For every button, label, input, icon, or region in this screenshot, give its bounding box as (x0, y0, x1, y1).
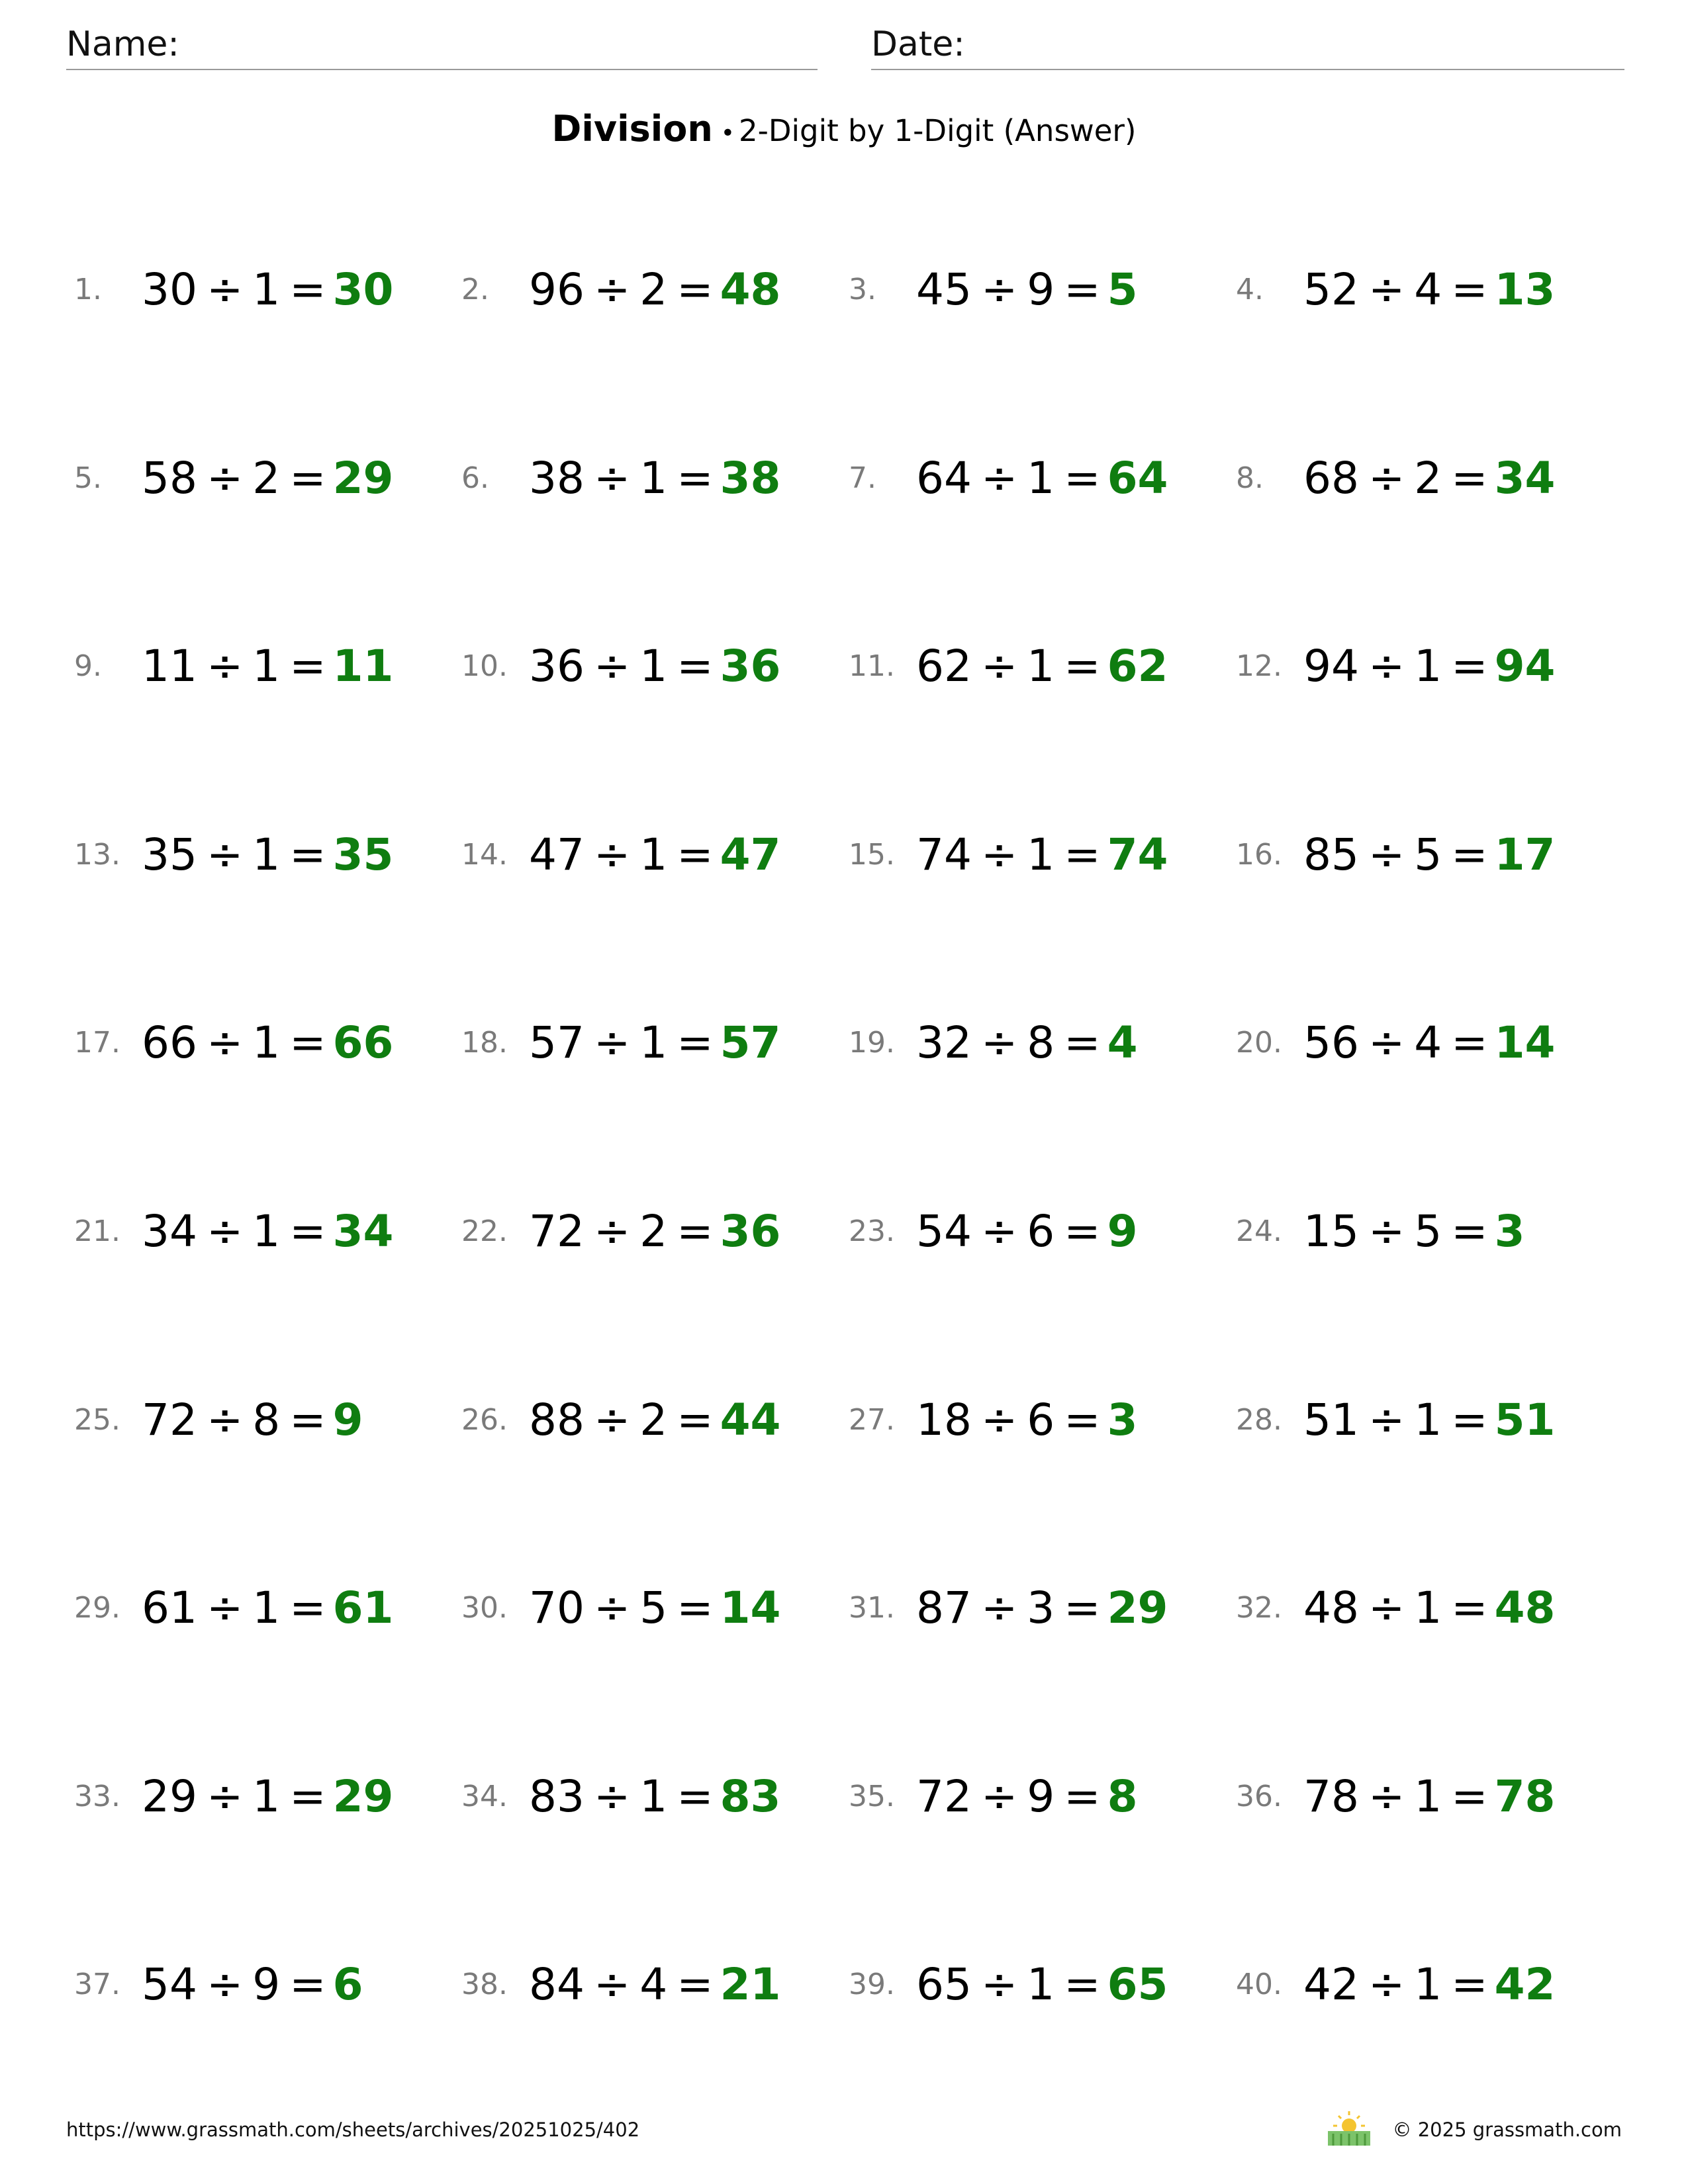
divide-sign: ÷ (1368, 1206, 1405, 1257)
equals-sign: = (677, 829, 714, 880)
problem-expression (529, 633, 780, 700)
equals-sign: = (677, 641, 714, 692)
divide-sign: ÷ (206, 829, 244, 880)
answer: 66 (332, 1017, 394, 1068)
divide-sign: ÷ (206, 1959, 244, 2010)
equals-sign: = (1451, 641, 1488, 692)
equals-sign: = (1064, 641, 1101, 692)
problem-number: 21. (74, 1214, 120, 1248)
problem-number: 1. (74, 273, 102, 306)
dividend: 47 (529, 829, 585, 880)
equals-sign: = (1064, 1206, 1101, 1257)
answer: 94 (1494, 641, 1556, 692)
divide-sign: ÷ (593, 264, 631, 315)
divisor: 9 (252, 1959, 281, 2010)
answer: 36 (720, 1206, 781, 1257)
answer: 5 (1107, 264, 1138, 315)
dividend: 32 (916, 1017, 972, 1068)
divide-sign: ÷ (980, 453, 1018, 504)
divide-sign: ÷ (206, 1206, 244, 1257)
divisor: 1 (639, 453, 668, 504)
equals-sign: = (289, 264, 326, 315)
divisor: 1 (639, 1017, 668, 1068)
divide-sign: ÷ (593, 1394, 631, 1445)
dividend: 74 (916, 829, 972, 880)
dividend: 70 (529, 1582, 585, 1633)
answer: 21 (720, 1959, 781, 2010)
divisor: 8 (1027, 1017, 1055, 1068)
dividend: 68 (1303, 453, 1359, 504)
dividend: 18 (916, 1394, 972, 1445)
dividend: 88 (529, 1394, 585, 1445)
divisor: 2 (639, 1394, 668, 1445)
answer: 74 (1107, 829, 1168, 880)
problem-number: 37. (74, 1968, 120, 2001)
divisor: 1 (1027, 829, 1055, 880)
divide-sign: ÷ (206, 641, 244, 692)
equals-sign: = (677, 1771, 714, 1822)
divisor: 8 (252, 1394, 281, 1445)
answer: 29 (332, 453, 394, 504)
name-label: Name: (66, 24, 179, 64)
dividend: 57 (529, 1017, 585, 1068)
problem-expression (1303, 445, 1555, 512)
date-label: Date: (871, 24, 965, 64)
answer: 14 (1494, 1017, 1556, 1068)
problem-expression (529, 1387, 780, 1453)
problem-number: 28. (1236, 1403, 1282, 1437)
problem-expression (142, 1010, 393, 1076)
answer: 62 (1107, 641, 1168, 692)
problem-number: 12. (1236, 649, 1282, 683)
problem-number: 2. (461, 273, 489, 306)
problem-expression (142, 1575, 393, 1641)
divide-sign: ÷ (1368, 264, 1405, 315)
problem-expression (1303, 1952, 1555, 2018)
problem-expression (916, 1010, 1138, 1076)
problem-expression (142, 1199, 393, 1265)
dividend: 64 (916, 453, 972, 504)
problem-number: 31. (849, 1591, 895, 1625)
divisor: 3 (1027, 1582, 1055, 1633)
divisor: 1 (252, 1206, 281, 1257)
dividend: 30 (142, 264, 197, 315)
answer: 14 (720, 1582, 781, 1633)
problem-expression (529, 1764, 780, 1830)
problem-expression (529, 1575, 780, 1641)
divide-sign: ÷ (980, 641, 1018, 692)
equals-sign: = (677, 264, 714, 315)
divisor: 1 (1414, 1582, 1442, 1633)
problem-expression (529, 1010, 780, 1076)
divide-sign: ÷ (1368, 1394, 1405, 1445)
divisor: 2 (639, 1206, 668, 1257)
equals-sign: = (289, 1394, 326, 1445)
problem-number: 5. (74, 461, 102, 495)
equals-sign: = (1451, 453, 1488, 504)
problem-number: 6. (461, 461, 489, 495)
answer: 3 (1494, 1206, 1525, 1257)
equals-sign: = (1451, 1017, 1488, 1068)
equals-sign: = (1064, 1582, 1101, 1633)
problem-expression (529, 1952, 780, 2018)
dividend: 65 (916, 1959, 972, 2010)
equals-sign: = (677, 1394, 714, 1445)
answer: 57 (720, 1017, 781, 1068)
divisor: 1 (252, 829, 281, 880)
problem-expression (1303, 1387, 1555, 1453)
problem-number: 40. (1236, 1968, 1282, 2001)
divide-sign: ÷ (980, 1206, 1018, 1257)
equals-sign: = (1451, 1771, 1488, 1822)
dividend: 51 (1303, 1394, 1359, 1445)
problem-expression (1303, 822, 1555, 888)
dividend: 62 (916, 641, 972, 692)
equals-sign: = (1064, 1394, 1101, 1445)
problem-expression (916, 1764, 1138, 1830)
problem-expression (142, 445, 393, 512)
equals-sign: = (677, 453, 714, 504)
problem-expression (916, 1199, 1138, 1265)
divide-sign: ÷ (593, 1771, 631, 1822)
dividend: 45 (916, 264, 972, 315)
problem-number: 39. (849, 1968, 895, 2001)
equals-sign: = (1451, 1394, 1488, 1445)
dividend: 94 (1303, 641, 1359, 692)
problem-expression (1303, 633, 1555, 700)
answer: 61 (332, 1582, 394, 1633)
answer: 34 (332, 1206, 394, 1257)
divide-sign: ÷ (980, 1017, 1018, 1068)
equals-sign: = (289, 453, 326, 504)
dividend: 38 (529, 453, 585, 504)
answer: 29 (1107, 1582, 1168, 1633)
dividend: 42 (1303, 1959, 1359, 2010)
problem-number: 10. (461, 649, 508, 683)
dividend: 87 (916, 1582, 972, 1633)
problem-number: 23. (849, 1214, 895, 1248)
grass-sun-logo-icon (1325, 2110, 1373, 2147)
equals-sign: = (1064, 453, 1101, 504)
equals-sign: = (677, 1017, 714, 1068)
answer: 42 (1494, 1959, 1556, 2010)
problem-expression (916, 822, 1168, 888)
problem-number: 34. (461, 1780, 508, 1813)
problem-number: 22. (461, 1214, 508, 1248)
problem-expression (916, 1952, 1168, 2018)
divide-sign: ÷ (206, 1394, 244, 1445)
answer: 11 (332, 641, 394, 692)
equals-sign: = (289, 641, 326, 692)
answer: 35 (332, 829, 394, 880)
answer: 9 (332, 1394, 363, 1445)
divisor: 9 (1027, 264, 1055, 315)
problem-number: 18. (461, 1026, 508, 1060)
problem-number: 14. (461, 838, 508, 872)
problem-expression (1303, 257, 1555, 323)
dividend: 15 (1303, 1206, 1359, 1257)
divide-sign: ÷ (593, 829, 631, 880)
divide-sign: ÷ (980, 1959, 1018, 2010)
problem-expression (529, 445, 780, 512)
answer: 48 (1494, 1582, 1556, 1633)
problem-expression (916, 1387, 1138, 1453)
answer: 44 (720, 1394, 781, 1445)
problem-expression (916, 633, 1168, 700)
equals-sign: = (677, 1582, 714, 1633)
equals-sign: = (289, 829, 326, 880)
divisor: 1 (1027, 641, 1055, 692)
answer: 48 (720, 264, 781, 315)
divisor: 1 (639, 829, 668, 880)
name-field[interactable] (66, 20, 818, 70)
divisor: 5 (1414, 1206, 1442, 1257)
equals-sign: = (1451, 264, 1488, 315)
divisor: 4 (1414, 1017, 1442, 1068)
dividend: 52 (1303, 264, 1359, 315)
problem-expression (916, 445, 1168, 512)
answer: 38 (720, 453, 781, 504)
dividend: 48 (1303, 1582, 1359, 1633)
dividend: 61 (142, 1582, 197, 1633)
dividend: 34 (142, 1206, 197, 1257)
divide-sign: ÷ (593, 641, 631, 692)
footer-url[interactable]: https://www.grassmath.com/sheets/archives/20251025/402 (66, 2118, 640, 2141)
divisor: 1 (252, 1017, 281, 1068)
problem-expression (142, 633, 393, 700)
problem-expression (529, 257, 780, 323)
divide-sign: ÷ (593, 1959, 631, 2010)
dividend: 83 (529, 1771, 585, 1822)
dividend: 96 (529, 264, 585, 315)
problem-number: 4. (1236, 273, 1264, 306)
equals-sign: = (1064, 1771, 1101, 1822)
divisor: 2 (1414, 453, 1442, 504)
dividend: 85 (1303, 829, 1359, 880)
divide-sign: ÷ (1368, 1017, 1405, 1068)
divide-sign: ÷ (980, 1771, 1018, 1822)
problem-number: 29. (74, 1591, 120, 1625)
problem-number: 9. (74, 649, 102, 683)
divisor: 9 (1027, 1771, 1055, 1822)
divisor: 5 (1414, 829, 1442, 880)
divide-sign: ÷ (1368, 829, 1405, 880)
answer: 30 (332, 264, 394, 315)
problem-number: 35. (849, 1780, 895, 1813)
divide-sign: ÷ (206, 453, 244, 504)
equals-sign: = (1451, 829, 1488, 880)
problem-expression (142, 257, 393, 323)
divide-sign: ÷ (206, 1017, 244, 1068)
divide-sign: ÷ (980, 1394, 1018, 1445)
divisor: 6 (1027, 1394, 1055, 1445)
problem-number: 17. (74, 1026, 120, 1060)
problem-number: 26. (461, 1403, 508, 1437)
equals-sign: = (1064, 829, 1101, 880)
dividend: 54 (142, 1959, 197, 2010)
divide-sign: ÷ (1368, 1582, 1405, 1633)
divisor: 1 (252, 1582, 281, 1633)
problem-number: 25. (74, 1403, 120, 1437)
equals-sign: = (1064, 1017, 1101, 1068)
divide-sign: ÷ (980, 1582, 1018, 1633)
title-bullet: • (720, 120, 735, 147)
problem-number: 20. (1236, 1026, 1282, 1060)
equals-sign: = (677, 1959, 714, 2010)
divisor: 2 (252, 453, 281, 504)
divisor: 1 (1414, 1771, 1442, 1822)
problem-expression (529, 822, 780, 888)
problem-expression (529, 1199, 780, 1265)
divisor: 1 (639, 1771, 668, 1822)
problem-number: 16. (1236, 838, 1282, 872)
equals-sign: = (1451, 1959, 1488, 2010)
problem-expression (1303, 1575, 1555, 1641)
footer-copyright: © 2025 grassmath.com (1392, 2118, 1622, 2141)
problem-expression (1303, 1764, 1555, 1830)
problem-expression (142, 822, 393, 888)
divide-sign: ÷ (206, 1771, 244, 1822)
equals-sign: = (677, 1206, 714, 1257)
problem-expression (1303, 1199, 1525, 1265)
answer: 3 (1107, 1394, 1138, 1445)
dividend: 54 (916, 1206, 972, 1257)
dividend: 58 (142, 453, 197, 504)
equals-sign: = (289, 1959, 326, 2010)
divisor: 6 (1027, 1206, 1055, 1257)
problem-number: 7. (849, 461, 876, 495)
dividend: 35 (142, 829, 197, 880)
divisor: 1 (1414, 1394, 1442, 1445)
divisor: 1 (252, 264, 281, 315)
problem-expression (916, 257, 1138, 323)
divisor: 1 (639, 641, 668, 692)
answer: 78 (1494, 1771, 1556, 1822)
problem-number: 11. (849, 649, 895, 683)
divide-sign: ÷ (1368, 453, 1405, 504)
problem-number: 38. (461, 1968, 508, 2001)
problem-number: 24. (1236, 1214, 1282, 1248)
divisor: 5 (639, 1582, 668, 1633)
answer: 51 (1494, 1394, 1556, 1445)
divisor: 4 (639, 1959, 668, 2010)
problem-expression (142, 1764, 393, 1830)
divide-sign: ÷ (593, 1206, 631, 1257)
divisor: 1 (1027, 453, 1055, 504)
dividend: 84 (529, 1959, 585, 2010)
equals-sign: = (1451, 1582, 1488, 1633)
equals-sign: = (1064, 1959, 1101, 2010)
answer: 47 (720, 829, 781, 880)
dividend: 78 (1303, 1771, 1359, 1822)
equals-sign: = (289, 1017, 326, 1068)
divisor: 1 (1414, 641, 1442, 692)
answer: 65 (1107, 1959, 1168, 2010)
dividend: 66 (142, 1017, 197, 1068)
equals-sign: = (289, 1771, 326, 1822)
dividend: 11 (142, 641, 197, 692)
dividend: 72 (142, 1394, 197, 1445)
problem-number: 32. (1236, 1591, 1282, 1625)
problem-number: 27. (849, 1403, 895, 1437)
dividend: 72 (529, 1206, 585, 1257)
problem-expression (1303, 1010, 1555, 1076)
divide-sign: ÷ (1368, 1771, 1405, 1822)
divide-sign: ÷ (593, 453, 631, 504)
problem-number: 36. (1236, 1780, 1282, 1813)
divide-sign: ÷ (1368, 641, 1405, 692)
dividend: 36 (529, 641, 585, 692)
problem-number: 33. (74, 1780, 120, 1813)
page-title (0, 106, 1688, 161)
problem-number: 15. (849, 838, 895, 872)
answer: 4 (1107, 1017, 1138, 1068)
dividend: 72 (916, 1771, 972, 1822)
answer: 36 (720, 641, 781, 692)
answer: 6 (332, 1959, 363, 2010)
problem-expression (142, 1952, 363, 2018)
divide-sign: ÷ (206, 264, 244, 315)
equals-sign: = (1064, 264, 1101, 315)
problem-expression (916, 1575, 1168, 1641)
dividend: 56 (1303, 1017, 1359, 1068)
divide-sign: ÷ (980, 829, 1018, 880)
divide-sign: ÷ (593, 1582, 631, 1633)
divide-sign: ÷ (593, 1017, 631, 1068)
problem-number: 3. (849, 273, 876, 306)
equals-sign: = (289, 1206, 326, 1257)
title-subtitle: 2-Digit by 1-Digit (Answer) (739, 113, 1137, 148)
divide-sign: ÷ (980, 264, 1018, 315)
answer: 17 (1494, 829, 1556, 880)
divide-sign: ÷ (1368, 1959, 1405, 2010)
answer: 64 (1107, 453, 1168, 504)
divisor: 4 (1414, 264, 1442, 315)
title-main: Division (551, 108, 713, 150)
date-field[interactable] (871, 20, 1624, 70)
problem-number: 13. (74, 838, 120, 872)
divisor: 2 (639, 264, 668, 315)
answer: 13 (1494, 264, 1556, 315)
problem-number: 8. (1236, 461, 1264, 495)
divisor: 1 (252, 641, 281, 692)
equals-sign: = (1451, 1206, 1488, 1257)
divisor: 1 (252, 1771, 281, 1822)
answer: 29 (332, 1771, 394, 1822)
divisor: 1 (1027, 1959, 1055, 2010)
answer: 83 (720, 1771, 781, 1822)
equals-sign: = (289, 1582, 326, 1633)
answer: 34 (1494, 453, 1556, 504)
answer: 9 (1107, 1206, 1138, 1257)
divide-sign: ÷ (206, 1582, 244, 1633)
dividend: 29 (142, 1771, 197, 1822)
problem-number: 30. (461, 1591, 508, 1625)
problem-expression (142, 1387, 363, 1453)
divisor: 1 (1414, 1959, 1442, 2010)
answer: 8 (1107, 1771, 1138, 1822)
problem-number: 19. (849, 1026, 895, 1060)
